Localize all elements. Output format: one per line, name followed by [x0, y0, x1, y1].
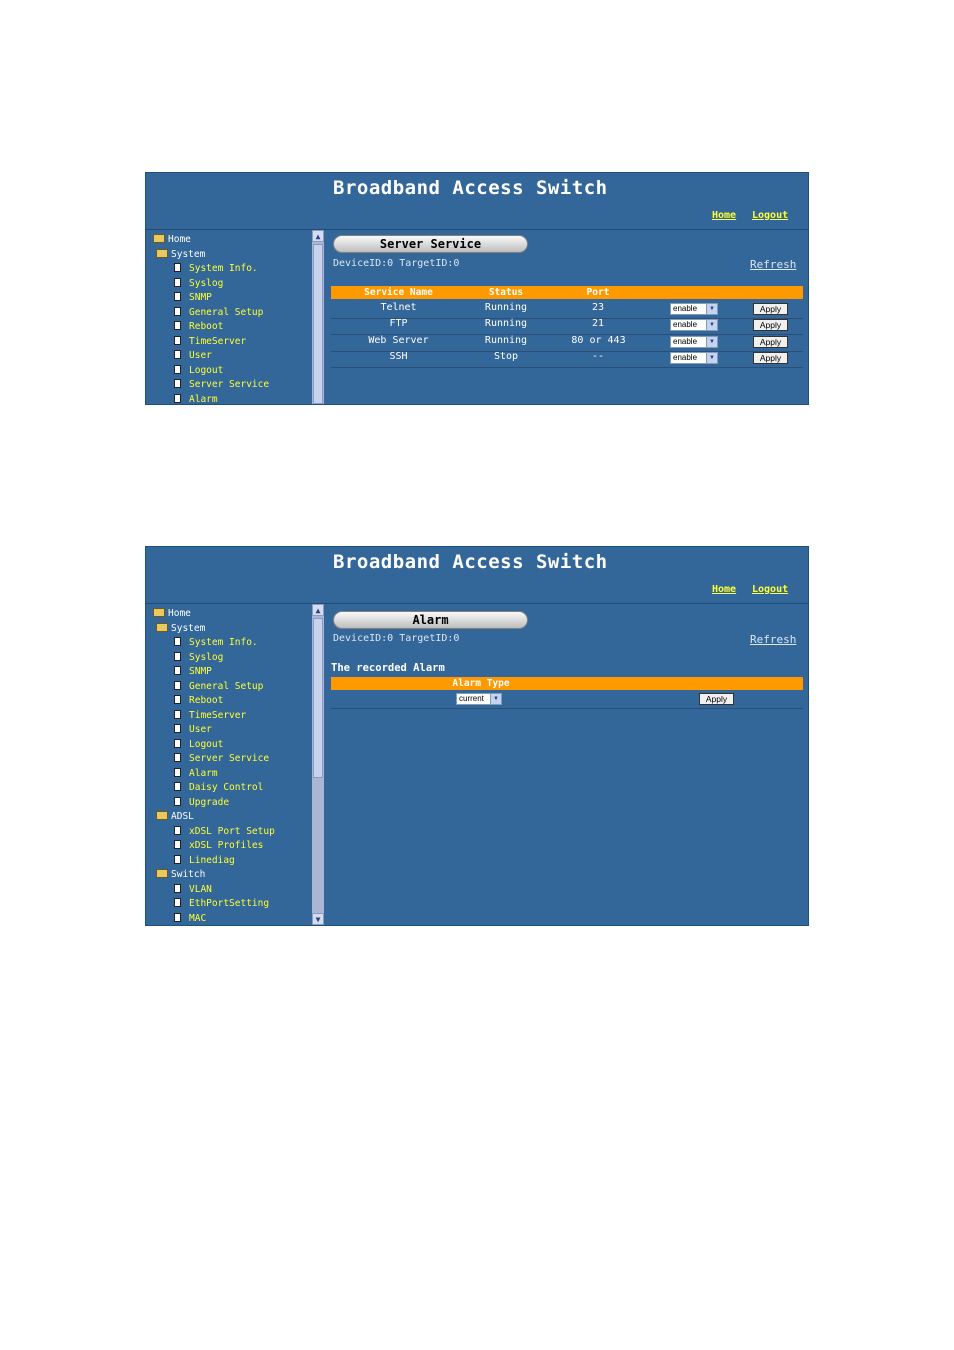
nav-item-timeserver[interactable]: [174, 336, 246, 348]
page-title-button: Server Service: [333, 235, 528, 253]
nav-item-reboot[interactable]: [174, 695, 223, 707]
service-status: Stop: [493, 351, 519, 362]
folder-icon: [156, 811, 168, 820]
service-name: Web Server: [368, 335, 429, 346]
nav-item-label: System Info.: [189, 637, 258, 648]
select-value: enable: [673, 337, 698, 346]
alarm-type-select[interactable]: [456, 693, 502, 705]
nav-item-label: System: [171, 622, 206, 634]
nav-item-xdsl-port-setup[interactable]: [174, 826, 275, 838]
document-icon: [174, 379, 181, 388]
logout-link[interactable]: Logout: [752, 584, 789, 595]
nav-item-label: Home: [168, 234, 191, 245]
select-value: enable: [673, 304, 698, 313]
document-icon: [174, 278, 181, 287]
nav-item-label: Home: [168, 608, 191, 619]
nav-item-label: Reboot: [189, 321, 224, 332]
nav-item-linediag[interactable]: [174, 855, 235, 867]
scroll-down-icon[interactable]: ▼: [312, 913, 324, 925]
device-target-id: DeviceID:0 TargetID:0: [333, 258, 460, 269]
nav-item-system-info[interactable]: [174, 263, 258, 275]
nav-item-label: General Setup: [189, 680, 264, 692]
nav-item-snmp[interactable]: [174, 666, 212, 678]
logout-link[interactable]: Logout: [752, 210, 789, 221]
nav-item-general-setup[interactable]: [174, 307, 263, 319]
nav-item-label: Linediag: [189, 854, 235, 866]
document-icon: [174, 855, 181, 864]
header-bar: [146, 173, 808, 230]
chevron-down-icon[interactable]: ▼: [706, 337, 717, 347]
nav-item-label: EthPortSetting: [189, 898, 270, 909]
nav-item-vlan[interactable]: [174, 884, 212, 896]
nav-item-logout[interactable]: [174, 739, 223, 751]
nav-item-label: Syslog: [189, 651, 224, 663]
service-enable-select[interactable]: [670, 336, 718, 348]
document-icon: [174, 884, 181, 893]
app-title: Broadband Access Switch: [333, 177, 608, 199]
nav-tree: [146, 604, 313, 925]
folder-icon: [153, 608, 165, 617]
document-icon: [174, 898, 181, 907]
scroll-up-icon[interactable]: ▲: [312, 230, 324, 242]
refresh-link[interactable]: Refresh: [750, 633, 797, 646]
document-icon: [174, 695, 181, 704]
nav-item-label: Daisy Control: [189, 782, 264, 793]
nav-item-label: Logout: [189, 738, 224, 750]
service-enable-select[interactable]: [670, 352, 718, 364]
nav-item-label: System: [171, 248, 206, 260]
document-icon: [174, 768, 181, 777]
document-icon: [174, 307, 181, 316]
col-status: Status: [488, 287, 524, 298]
nav-item-general-setup[interactable]: [174, 681, 263, 693]
nav-item-system-info[interactable]: [174, 637, 258, 649]
nav-item-label: Switch: [171, 869, 206, 880]
nav-scrollbar[interactable]: [312, 604, 324, 925]
nav-item-label: Alarm: [189, 393, 218, 405]
nav-item-label: User: [189, 350, 212, 361]
document-icon: [174, 637, 181, 646]
scroll-thumb[interactable]: [313, 618, 323, 778]
nav-item-label: SNMP: [189, 292, 212, 303]
document-icon: [174, 394, 181, 403]
nav-item-label: VLAN: [189, 883, 212, 895]
nav-item-ethportsetting[interactable]: [174, 898, 269, 910]
folder-icon: [153, 234, 165, 243]
service-status: Running: [484, 302, 528, 313]
nav-item-home[interactable]: [153, 608, 191, 620]
page-title-button: Alarm: [333, 611, 528, 629]
document-icon: [174, 350, 181, 359]
scroll-thumb[interactable]: [313, 244, 323, 404]
home-link[interactable]: Home: [712, 210, 737, 221]
service-table-header: [331, 286, 803, 299]
service-port: 80 or 443: [571, 335, 626, 346]
select-value: current: [459, 694, 484, 703]
nav-item-reboot[interactable]: [174, 321, 223, 333]
document-icon: [174, 797, 181, 806]
service-port: 23: [591, 302, 605, 313]
document-icon: [174, 336, 181, 345]
chevron-down-icon[interactable]: ▼: [490, 694, 501, 704]
device-target-id: DeviceID:0 TargetID:0: [333, 633, 460, 644]
service-port: --: [591, 351, 605, 362]
nav-item-alarm[interactable]: [174, 768, 218, 780]
document-icon: [174, 840, 181, 849]
service-port: 21: [591, 318, 605, 329]
refresh-link[interactable]: Refresh: [750, 258, 797, 271]
nav-item-label: Reboot: [189, 695, 224, 706]
folder-icon: [156, 869, 168, 878]
folder-icon: [156, 249, 168, 258]
alarm-window: [145, 546, 809, 926]
nav-item-switch[interactable]: [156, 869, 205, 881]
document-icon: [174, 321, 181, 330]
select-value: enable: [673, 320, 698, 329]
nav-item-label: SNMP: [189, 666, 212, 677]
service-name: FTP: [389, 318, 408, 329]
document-icon: [174, 263, 181, 272]
nav-item-label: xDSL Port Setup: [189, 825, 275, 837]
apply-button[interactable]: Apply: [753, 303, 788, 315]
nav-item-label: TimeServer: [189, 709, 247, 721]
scroll-up-icon[interactable]: ▲: [312, 604, 324, 616]
nav-item-server-service[interactable]: [174, 379, 269, 391]
document-icon: [174, 710, 181, 719]
nav-tree: [146, 230, 313, 404]
service-status: Running: [484, 318, 528, 329]
nav-item-label: System Info.: [189, 263, 258, 274]
app-title: Broadband Access Switch: [333, 551, 608, 573]
nav-item-upgrade[interactable]: [174, 797, 229, 809]
nav-item-snmp[interactable]: [174, 292, 212, 304]
document-icon: [174, 826, 181, 835]
nav-item-label: Server Service: [189, 379, 270, 390]
nav-item-mac[interactable]: [174, 913, 206, 925]
nav-item-system[interactable]: [156, 249, 205, 261]
chevron-down-icon[interactable]: ▼: [706, 304, 717, 314]
nav-item-label: Syslog: [189, 277, 224, 289]
apply-button[interactable]: Apply: [699, 693, 734, 705]
service-enable-select[interactable]: [670, 319, 718, 331]
nav-scrollbar[interactable]: [312, 230, 324, 404]
nav-item-label: Server Service: [189, 753, 270, 764]
document-icon: [174, 292, 181, 301]
col-service-name: Service Name: [364, 287, 433, 298]
col-port: Port: [586, 287, 610, 298]
service-enable-select[interactable]: [670, 303, 718, 315]
document-icon: [174, 681, 181, 690]
folder-icon: [156, 623, 168, 632]
nav-item-label: Logout: [189, 364, 224, 376]
service-name: SSH: [389, 351, 408, 362]
document-icon: [174, 753, 181, 762]
document-icon: [174, 652, 181, 661]
nav-item-syslog[interactable]: [174, 278, 223, 290]
header-bar: [146, 547, 808, 604]
apply-button[interactable]: Apply: [753, 352, 788, 364]
nav-item-label: Alarm: [189, 767, 218, 779]
nav-item-logout[interactable]: [174, 365, 223, 377]
server-service-window: [145, 172, 809, 405]
nav-item-label: Upgrade: [189, 796, 230, 808]
service-status: Running: [484, 335, 528, 346]
nav-item-alarm[interactable]: [174, 394, 218, 406]
nav-item-label: ADSL: [171, 811, 194, 822]
document-icon: [174, 739, 181, 748]
alarm-table-header: [331, 677, 803, 690]
nav-item-adsl[interactable]: [156, 811, 194, 823]
document-icon: [174, 666, 181, 675]
nav-item-label: TimeServer: [189, 335, 247, 347]
document-icon: [174, 724, 181, 733]
nav-item-system[interactable]: [156, 623, 205, 635]
apply-button[interactable]: Apply: [753, 336, 788, 348]
chevron-down-icon[interactable]: ▼: [706, 353, 717, 363]
row-divider: [331, 367, 803, 368]
nav-item-label: User: [189, 724, 212, 735]
row-divider: [331, 708, 803, 709]
chevron-down-icon[interactable]: ▼: [706, 320, 717, 330]
nav-item-daisy-control[interactable]: [174, 782, 263, 794]
select-value: enable: [673, 353, 698, 362]
nav-item-label: xDSL Profiles: [189, 840, 264, 851]
recorded-alarm-label: The recorded Alarm: [331, 662, 445, 674]
nav-item-label: General Setup: [189, 306, 264, 318]
service-name: Telnet: [380, 302, 417, 313]
nav-item-timeserver[interactable]: [174, 710, 246, 722]
document-icon: [174, 782, 181, 791]
nav-item-server-service[interactable]: [174, 753, 269, 765]
nav-item-syslog[interactable]: [174, 652, 223, 664]
col-alarm-type: Alarm Type: [452, 678, 510, 689]
document-icon: [174, 365, 181, 374]
home-link[interactable]: Home: [712, 584, 737, 595]
apply-button[interactable]: Apply: [753, 319, 788, 331]
nav-item-xdsl-profiles[interactable]: [174, 840, 263, 852]
nav-item-label: MAC: [189, 912, 207, 924]
nav-item-home[interactable]: [153, 234, 191, 246]
nav-item-user[interactable]: [174, 350, 212, 362]
document-icon: [174, 913, 181, 922]
nav-item-user[interactable]: [174, 724, 212, 736]
